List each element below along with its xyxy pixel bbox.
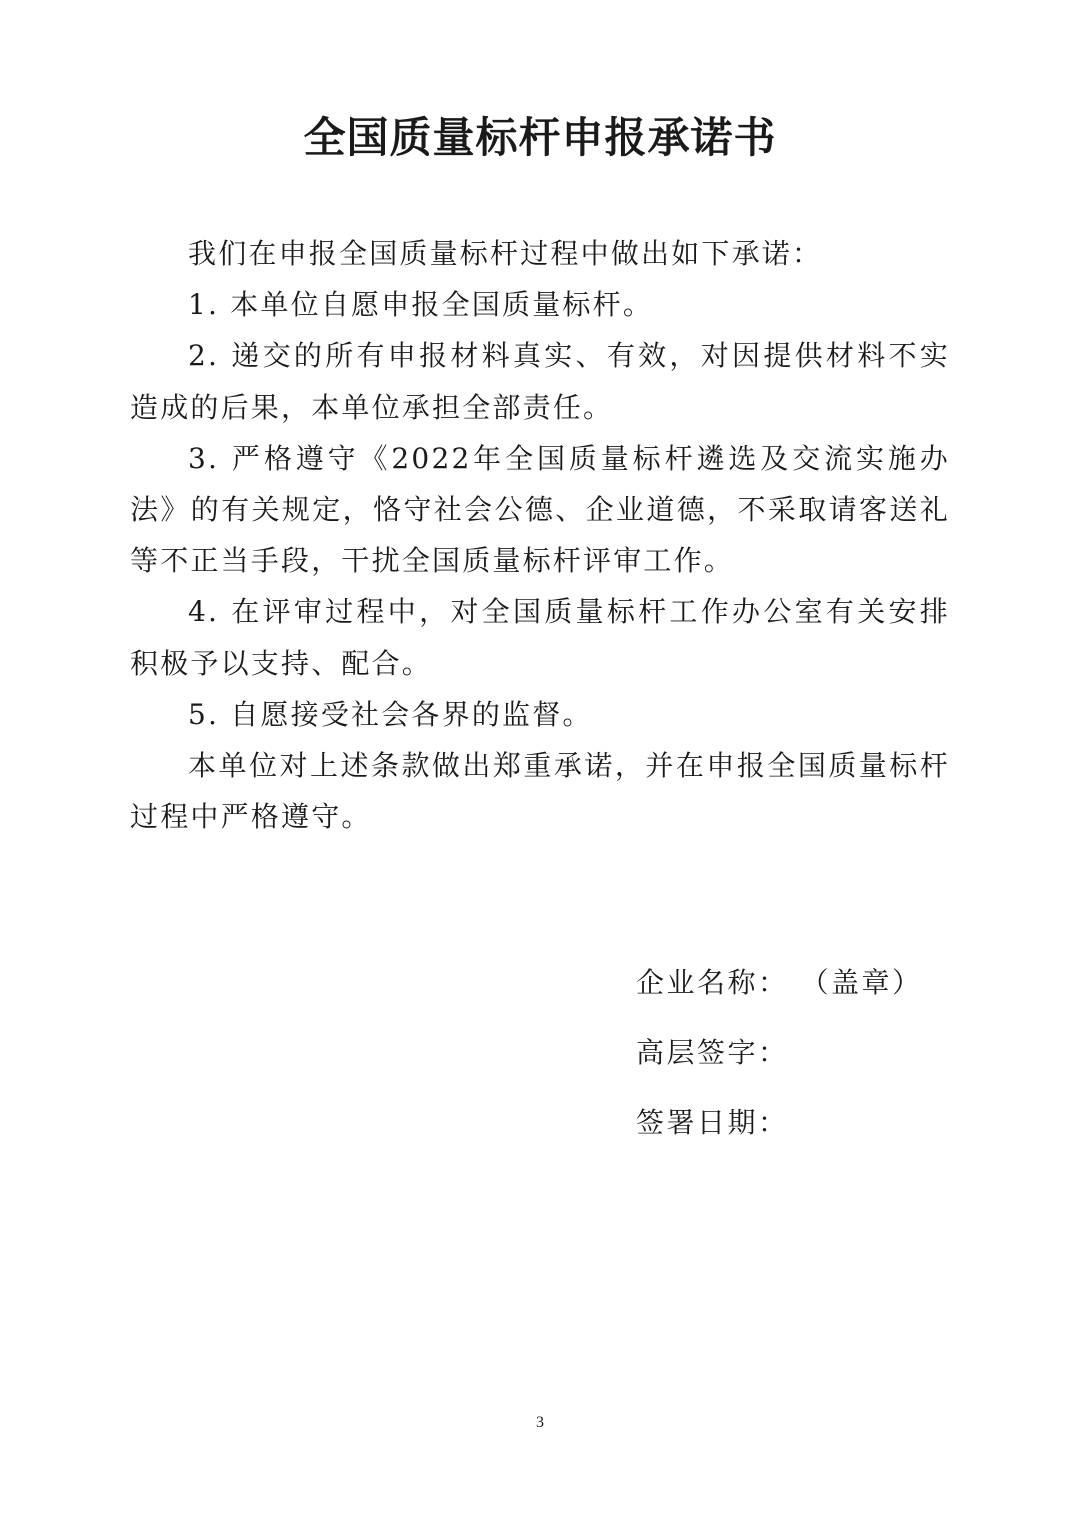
sign-date-row — [636, 1088, 1016, 1158]
intro-paragraph: 我们在申报全国质量标杆过程中做出如下承诺： — [188, 237, 823, 270]
seal-note: （盖章） — [814, 966, 923, 999]
sign-date-label: 签署日期： — [636, 1106, 789, 1139]
commitment-item-4: 4. 在评审过程中，对全国质量标杆工作办公室有关安排积极予以支持、配合。 — [130, 595, 950, 680]
page-number: 3 — [536, 1414, 544, 1431]
company-name-label: 企业名称： — [636, 966, 789, 999]
signature-block — [636, 948, 1016, 1158]
commitment-item-5: 5. 自愿接受社会各界的监督。 — [188, 697, 593, 731]
executive-signature-row — [636, 1018, 1016, 1088]
page-title: 全国质量标杆申报承诺书 — [303, 113, 777, 162]
commitment-item-1: 1. 本单位自愿申报全国质量标杆。 — [188, 288, 654, 322]
company-name-row — [636, 948, 1016, 1018]
executive-signature-label: 高层签字： — [636, 1036, 789, 1069]
commitment-item-2: 2. 递交的所有申报材料真实、有效，对因提供材料不实造成的后果，本单位承担全部责任。 — [130, 339, 950, 424]
commitment-item-3: 3. 严格遵守《2022年全国质量标杆遴选及交流实施办法》的有关规定，恪守社会公德、企业道德，不采取请客送礼等不正当手段，干扰全国质量标杆评审工作。 — [130, 441, 950, 578]
closing-paragraph: 本单位对上述条款做出郑重承诺，并在申报全国质量标杆过程中严格遵守。 — [130, 749, 950, 834]
commitment-body — [130, 228, 950, 842]
